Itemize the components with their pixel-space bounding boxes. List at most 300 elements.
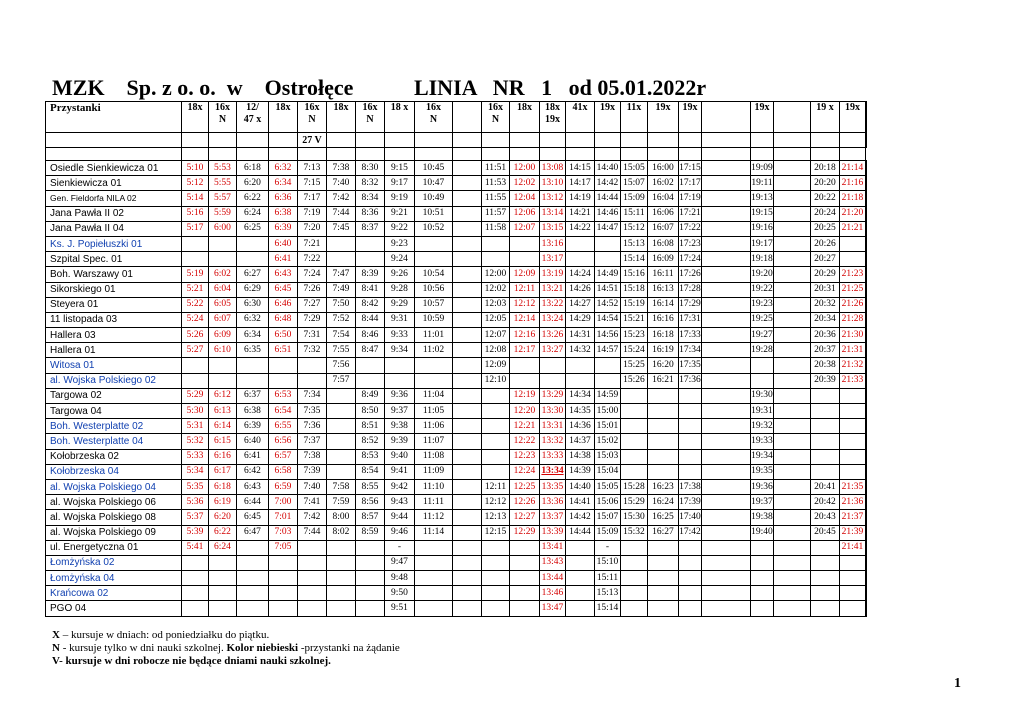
note-n-text: - kursuje tylko w dni nauki szkolnej.	[59, 642, 227, 654]
departure-time: 8:47	[356, 343, 385, 358]
departure-time: 19:30	[751, 388, 774, 403]
departure-time: 13:17	[540, 252, 566, 267]
departure-time: 12:27	[510, 510, 540, 525]
departure-time	[679, 404, 702, 419]
departure-time: 12:05	[482, 312, 510, 327]
departure-time	[866, 525, 867, 540]
departure-time: 20:42	[811, 495, 840, 510]
departure-time: 6:38	[237, 404, 269, 419]
departure-time	[595, 373, 621, 388]
header-course: 18x	[327, 102, 356, 133]
departure-time	[702, 297, 751, 312]
departure-time: 13:26	[540, 328, 566, 343]
departure-time: 6:40	[237, 434, 269, 449]
departure-time	[702, 267, 751, 282]
departure-time	[237, 358, 269, 373]
departure-time: 11:04	[415, 388, 453, 403]
departure-time: 20:37	[811, 343, 840, 358]
departure-time: 6:34	[237, 328, 269, 343]
departure-time: 9:47	[385, 555, 415, 570]
departure-time: 6:41	[237, 449, 269, 464]
departure-time: 16:21	[648, 373, 679, 388]
departure-time	[621, 464, 648, 479]
departure-time: 6:12	[209, 388, 237, 403]
departure-time: 13:30	[540, 404, 566, 419]
departure-time: 12:15	[482, 525, 510, 540]
departure-time: 5:39	[182, 525, 209, 540]
departure-time	[269, 373, 298, 388]
departure-time: 15:21	[621, 312, 648, 327]
departure-time: 19:34	[751, 449, 774, 464]
departure-time: 9:37	[385, 404, 415, 419]
departure-time: 6:45	[237, 510, 269, 525]
departure-time: 7:39	[298, 464, 327, 479]
departure-time	[453, 267, 482, 282]
sub-row-cell	[453, 133, 482, 148]
departure-time	[866, 571, 867, 586]
departure-time	[866, 464, 867, 479]
departure-time: 12:12	[510, 297, 540, 312]
departure-time: 16:19	[648, 343, 679, 358]
departure-time: 6:24	[237, 206, 269, 221]
departure-time	[866, 419, 867, 434]
sub-row-cell	[621, 133, 648, 148]
note-x-symbol: X	[52, 629, 60, 641]
spacer-cell	[510, 148, 540, 161]
stop-name: al. Wojska Polskiego 08	[46, 510, 182, 525]
departure-time	[269, 358, 298, 373]
departure-time: 16:16	[648, 312, 679, 327]
departure-time: 7:45	[327, 221, 356, 236]
departure-time: 7:35	[298, 404, 327, 419]
departure-time: 19:11	[751, 176, 774, 191]
table-row	[46, 525, 867, 540]
departure-time	[702, 464, 751, 479]
departure-time: 6:29	[237, 282, 269, 297]
departure-time: 9:38	[385, 419, 415, 434]
departure-time	[327, 434, 356, 449]
timetable	[45, 101, 867, 617]
departure-time: 15:04	[595, 464, 621, 479]
departure-time: 15:09	[621, 191, 648, 206]
departure-time: 7:22	[298, 252, 327, 267]
departure-time	[327, 601, 356, 616]
departure-time: 15:19	[621, 297, 648, 312]
departure-time: 17:38	[679, 479, 702, 494]
departure-time: 20:25	[811, 221, 840, 236]
departure-time: 13:41	[540, 540, 566, 555]
departure-time: 7:41	[298, 495, 327, 510]
departure-time	[356, 586, 385, 601]
departure-time: 21:14	[840, 161, 866, 176]
departure-time: 6:30	[237, 297, 269, 312]
departure-time: 14:46	[595, 206, 621, 221]
departure-time: 15:11	[595, 571, 621, 586]
departure-time: 10:52	[415, 221, 453, 236]
table-row	[46, 282, 867, 297]
departure-time	[774, 161, 811, 176]
departure-time: 5:29	[182, 388, 209, 403]
departure-time: 19:27	[751, 328, 774, 343]
departure-time	[298, 586, 327, 601]
departure-time: 7:13	[298, 161, 327, 176]
table-row	[46, 236, 867, 251]
departure-time	[648, 404, 679, 419]
departure-time: 12:10	[482, 373, 510, 388]
stop-name: Boh. Westerplatte 04	[46, 434, 182, 449]
departure-time	[482, 449, 510, 464]
departure-time	[356, 236, 385, 251]
departure-time: 9:40	[385, 449, 415, 464]
departure-time: 9:46	[385, 525, 415, 540]
header-course	[453, 102, 482, 133]
departure-time: 7:31	[298, 328, 327, 343]
departure-time: 12:29	[510, 525, 540, 540]
stop-name: Kołobrzeska 02	[46, 449, 182, 464]
departure-time	[182, 358, 209, 373]
table-row	[46, 495, 867, 510]
departure-time: 6:14	[209, 419, 237, 434]
table-row	[46, 571, 867, 586]
departure-time	[327, 586, 356, 601]
departure-time	[840, 404, 866, 419]
departure-time: 8:51	[356, 419, 385, 434]
departure-time: 21:37	[840, 510, 866, 525]
departure-time: 15:18	[621, 282, 648, 297]
departure-time: 10:49	[415, 191, 453, 206]
departure-time: 15:03	[595, 449, 621, 464]
stop-name: PGO 04	[46, 601, 182, 616]
departure-time: 20:45	[811, 525, 840, 540]
stop-name: Sikorskiego 01	[46, 282, 182, 297]
stop-name: al. Wojska Polskiego 02	[46, 373, 182, 388]
table-row	[46, 297, 867, 312]
departure-time	[774, 297, 811, 312]
departure-time: 19:22	[751, 282, 774, 297]
departure-time: 10:54	[415, 267, 453, 282]
departure-time: 20:26	[811, 236, 840, 251]
departure-time: 9:15	[385, 161, 415, 176]
departure-time: 6:18	[209, 479, 237, 494]
departure-time: 17:15	[679, 161, 702, 176]
departure-time: 12:13	[482, 510, 510, 525]
departure-time	[566, 540, 595, 555]
spacer-cell	[540, 148, 566, 161]
departure-time: 7:21	[298, 236, 327, 251]
departure-time: 20:32	[811, 297, 840, 312]
departure-time	[702, 571, 751, 586]
header-course: 19x	[595, 102, 621, 133]
departure-time	[182, 601, 209, 616]
departure-time: 14:54	[595, 312, 621, 327]
departure-time	[866, 388, 867, 403]
departure-time: 13:39	[540, 525, 566, 540]
departure-time	[237, 236, 269, 251]
departure-time: 9:51	[385, 601, 415, 616]
departure-time	[327, 236, 356, 251]
spacer-cell	[269, 148, 298, 161]
departure-time: 21:18	[840, 191, 866, 206]
sub-row-cell	[540, 133, 566, 148]
departure-time: 14:44	[566, 525, 595, 540]
departure-time	[237, 601, 269, 616]
departure-time	[595, 236, 621, 251]
departure-time: 12:02	[482, 282, 510, 297]
departure-time	[298, 571, 327, 586]
spacer-cell	[482, 148, 510, 161]
departure-time: 17:21	[679, 206, 702, 221]
departure-time: 16:24	[648, 495, 679, 510]
departure-time: 7:03	[269, 525, 298, 540]
departure-time: 13:34	[540, 464, 566, 479]
departure-time	[415, 586, 453, 601]
departure-time	[774, 373, 811, 388]
departure-time	[566, 358, 595, 373]
page-number: 1	[954, 676, 961, 691]
departure-time: 15:23	[621, 328, 648, 343]
departure-time	[866, 176, 867, 191]
departure-time: 5:10	[182, 161, 209, 176]
departure-time	[840, 449, 866, 464]
departure-time: 5:14	[182, 191, 209, 206]
departure-time: 12:00	[510, 161, 540, 176]
departure-time: 16:14	[648, 297, 679, 312]
departure-time: 6:47	[237, 525, 269, 540]
departure-time: 14:59	[595, 388, 621, 403]
stop-name: Gen. Fieldorfa NILA 02	[46, 191, 182, 206]
departure-time	[702, 221, 751, 236]
departure-time: 7:00	[269, 495, 298, 510]
stop-name: Witosa 01	[46, 358, 182, 373]
departure-time	[482, 236, 510, 251]
departure-time: 5:26	[182, 328, 209, 343]
departure-time	[510, 555, 540, 570]
departure-time: 6:18	[237, 161, 269, 176]
departure-time: 5:34	[182, 464, 209, 479]
stop-name: Kołobrzeska 04	[46, 464, 182, 479]
header-course: 19x	[679, 102, 702, 133]
departure-time	[269, 555, 298, 570]
departure-time	[840, 555, 866, 570]
departure-time: 19:38	[751, 510, 774, 525]
table-row	[46, 434, 867, 449]
departure-time: 14:21	[566, 206, 595, 221]
departure-time	[702, 540, 751, 555]
departure-time	[453, 191, 482, 206]
departure-time	[866, 161, 867, 176]
departure-time: 13:22	[540, 297, 566, 312]
departure-time	[648, 555, 679, 570]
departure-time	[540, 358, 566, 373]
departure-time	[182, 571, 209, 586]
sub-row-cell	[866, 133, 867, 148]
spacer-cell	[453, 148, 482, 161]
departure-time	[702, 206, 751, 221]
departure-time: 12:23	[510, 449, 540, 464]
departure-time: 17:42	[679, 525, 702, 540]
departure-time	[679, 586, 702, 601]
departure-time: 5:53	[209, 161, 237, 176]
departure-time	[774, 586, 811, 601]
departure-time: 6:58	[269, 464, 298, 479]
stop-name: Łomżyńska 02	[46, 555, 182, 570]
departure-time	[866, 221, 867, 236]
departure-time: 10:57	[415, 297, 453, 312]
departure-time: 7:57	[327, 373, 356, 388]
departure-time: 12:20	[510, 404, 540, 419]
departure-time	[453, 434, 482, 449]
departure-time: 19:20	[751, 267, 774, 282]
departure-time	[298, 358, 327, 373]
departure-time	[648, 586, 679, 601]
table-row	[46, 479, 867, 494]
departure-time	[482, 464, 510, 479]
departure-time	[510, 252, 540, 267]
departure-time: 14:32	[566, 343, 595, 358]
departure-time	[482, 586, 510, 601]
departure-time: 10:56	[415, 282, 453, 297]
sub-row-cell	[482, 133, 510, 148]
departure-time: 7:54	[327, 328, 356, 343]
departure-time: 11:51	[482, 161, 510, 176]
departure-time: 6:19	[209, 495, 237, 510]
departure-time: 6:53	[269, 388, 298, 403]
table-row	[46, 191, 867, 206]
departure-time: 8:52	[356, 434, 385, 449]
departure-time	[453, 252, 482, 267]
departure-time	[182, 373, 209, 388]
departure-time: 7:29	[298, 312, 327, 327]
departure-time	[840, 464, 866, 479]
departure-time	[702, 252, 751, 267]
departure-time	[356, 601, 385, 616]
departure-time	[453, 176, 482, 191]
departure-time: 16:08	[648, 236, 679, 251]
departure-time: 11:14	[415, 525, 453, 540]
departure-time	[415, 555, 453, 570]
departure-time: 6:32	[269, 161, 298, 176]
header-course: 18x 19x	[540, 102, 566, 133]
departure-time: 8:37	[356, 221, 385, 236]
departure-time: 6:46	[269, 297, 298, 312]
departure-time	[811, 586, 840, 601]
departure-time: 8:36	[356, 206, 385, 221]
departure-time: 5:12	[182, 176, 209, 191]
table-row	[46, 206, 867, 221]
departure-time	[385, 358, 415, 373]
departure-time	[840, 388, 866, 403]
departure-time	[840, 586, 866, 601]
departure-time	[840, 434, 866, 449]
departure-time	[702, 388, 751, 403]
departure-time: 19:17	[751, 236, 774, 251]
departure-time: 7:24	[298, 267, 327, 282]
departure-time: 8:53	[356, 449, 385, 464]
departure-time	[327, 540, 356, 555]
departure-time	[356, 252, 385, 267]
departure-time: 8:59	[356, 525, 385, 540]
departure-time: 7:01	[269, 510, 298, 525]
departure-time: 16:27	[648, 525, 679, 540]
departure-time: 19:33	[751, 434, 774, 449]
departure-time	[811, 434, 840, 449]
table-row	[46, 343, 867, 358]
departure-time: 7:49	[327, 282, 356, 297]
departure-time: 14:44	[595, 191, 621, 206]
departure-time: 17:36	[679, 373, 702, 388]
stop-name: Sienkiewicza 01	[46, 176, 182, 191]
departure-time: 11:02	[415, 343, 453, 358]
departure-time: 21:36	[840, 495, 866, 510]
departure-time: 12:00	[482, 267, 510, 282]
departure-time: 8:30	[356, 161, 385, 176]
spacer-cell	[356, 148, 385, 161]
departure-time: 21:35	[840, 479, 866, 494]
header-course: 19x	[840, 102, 866, 133]
sub-row-cell	[356, 133, 385, 148]
header-course: 19 x	[811, 102, 840, 133]
note-n	[52, 642, 400, 655]
table-row	[46, 540, 867, 555]
departure-time	[679, 601, 702, 616]
header-course: 41x	[566, 102, 595, 133]
departure-time: 16:07	[648, 221, 679, 236]
departure-time: 6:20	[237, 176, 269, 191]
departure-time	[648, 449, 679, 464]
departure-time	[269, 586, 298, 601]
departure-time: 20:24	[811, 206, 840, 221]
departure-time	[811, 540, 840, 555]
sub-row-cell	[774, 133, 811, 148]
departure-time: 15:13	[621, 236, 648, 251]
header-course: 18x	[510, 102, 540, 133]
departure-time: 6:51	[269, 343, 298, 358]
departure-time: 12:26	[510, 495, 540, 510]
sub-row-cell	[510, 133, 540, 148]
departure-time: 5:24	[182, 312, 209, 327]
departure-time: 14:34	[566, 388, 595, 403]
departure-time	[621, 434, 648, 449]
departure-time: 7:55	[327, 343, 356, 358]
departure-time: 15:14	[621, 252, 648, 267]
departure-time: 7:42	[298, 510, 327, 525]
departure-time	[866, 373, 867, 388]
departure-time	[566, 236, 595, 251]
departure-time: 13:36	[540, 495, 566, 510]
departure-time	[866, 510, 867, 525]
departure-time	[453, 358, 482, 373]
departure-time	[482, 404, 510, 419]
departure-time: 14:27	[566, 297, 595, 312]
departure-time	[621, 404, 648, 419]
departure-time: 6:05	[209, 297, 237, 312]
departure-time	[453, 236, 482, 251]
departure-time: 5:27	[182, 343, 209, 358]
departure-time: 21:20	[840, 206, 866, 221]
departure-time	[510, 586, 540, 601]
departure-time: 5:16	[182, 206, 209, 221]
departure-time: 6:42	[237, 464, 269, 479]
note-blue-label: Kolor niebieski	[226, 642, 299, 654]
departure-time: 14:57	[595, 343, 621, 358]
departure-time	[482, 434, 510, 449]
spacer-cell	[702, 148, 751, 161]
departure-time: 6:22	[237, 191, 269, 206]
departure-time: 15:25	[621, 358, 648, 373]
departure-time: 21:28	[840, 312, 866, 327]
departure-time: 16:18	[648, 328, 679, 343]
sub-row-cell	[679, 133, 702, 148]
